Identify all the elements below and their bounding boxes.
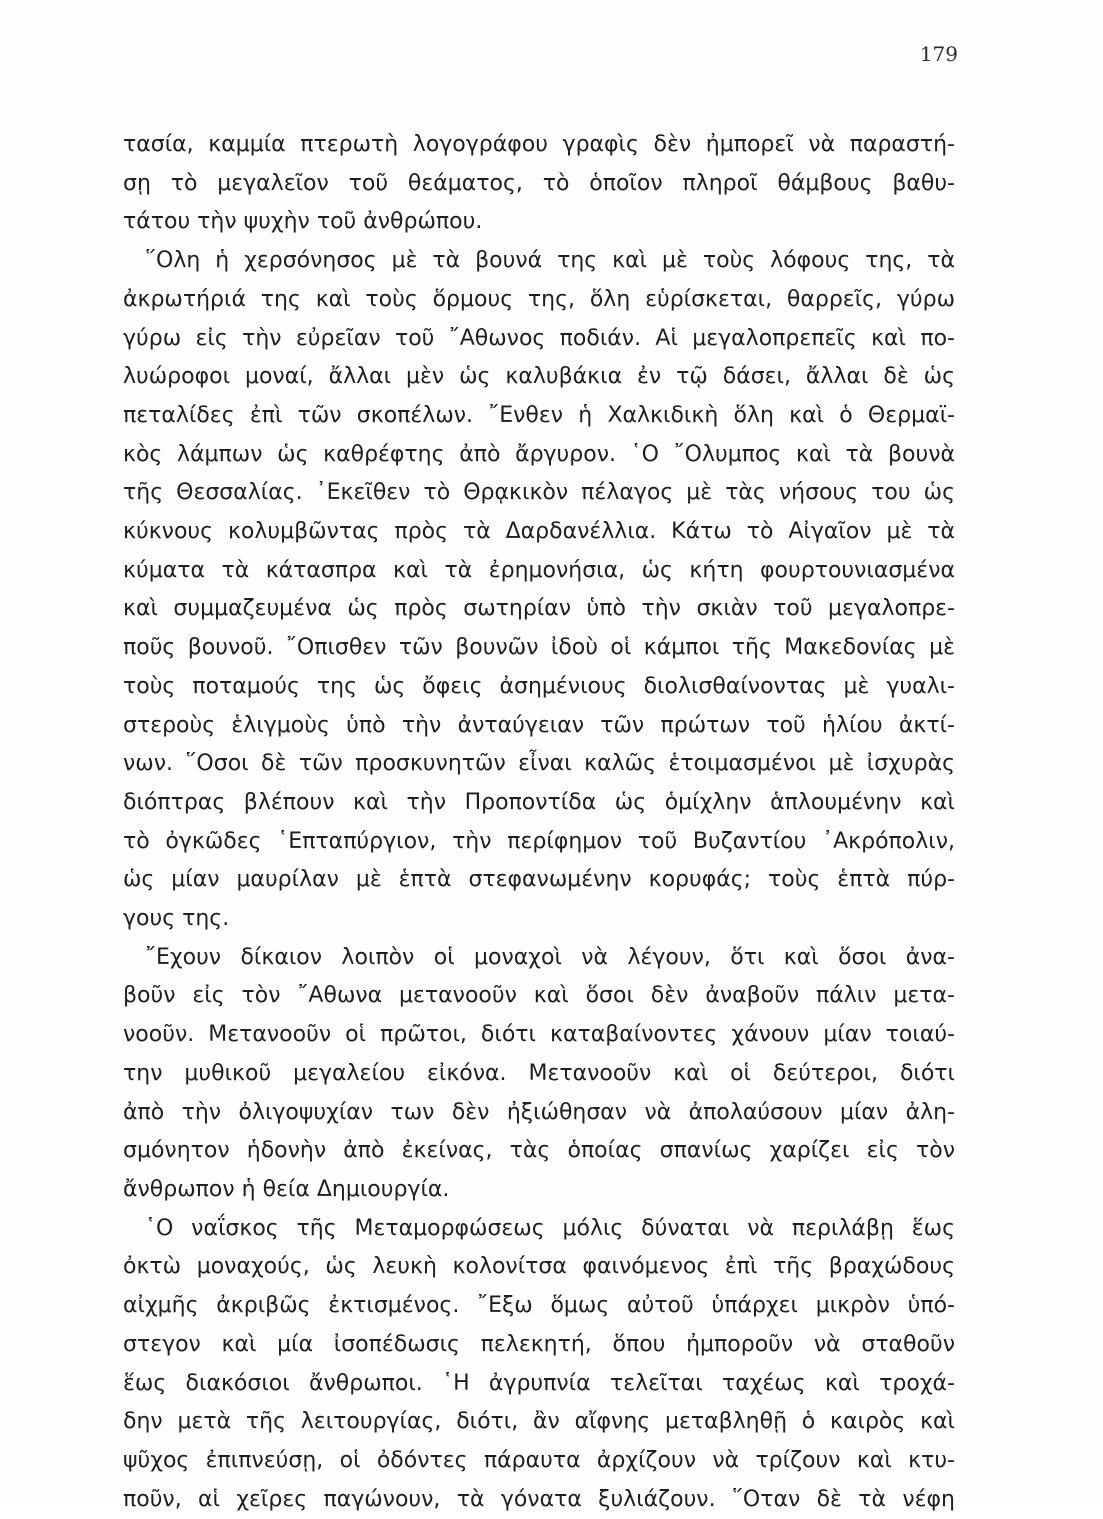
text-line: στεροὺς ἑλιγμοὺς ὑπὸ τὴν ἀνταύγειαν τῶν πρώτων τοῦ ἡλίου ἀκτί-: [123, 712, 955, 738]
text-line: τὸ ὀγκῶδες ῾Επταπύργιον, τὴν περίφημον τοῦ Βυζαντίου ᾿Ακρόπολιν,: [123, 828, 955, 854]
page-number: 179: [919, 42, 958, 66]
text-line: κύματα τὰ κάτασπρα καὶ τὰ ἐρημονήσια, ὡς κήτη φουρτουνιασμένα: [123, 557, 955, 583]
text-line: σῃ τὸ μεγαλεῖον τοῦ θεάματος, τὸ ὁποῖον πληροῖ θάμβους βαθυ-: [123, 170, 955, 196]
text-line: ὀκτὼ μοναχούς, ὡς λευκὴ κολονίτσα φαινόμενος ἐπὶ τῆς βραχώδους: [123, 1254, 955, 1280]
text-line: τάτου τὴν ψυχὴν τοῦ ἀνθρώπου.: [123, 209, 483, 235]
body-text: [123, 126, 955, 1519]
text-line: ἕως διακόσιοι ἄνθρωποι. ῾Η ἀγρυπνία τελεῖται ταχέως καὶ τροχά-: [123, 1370, 955, 1396]
text-line: ὡς μίαν μαυρίλαν μὲ ἑπτὰ στεφανωμένην κορυφάς; τοὺς ἑπτὰ πύρ-: [123, 867, 955, 893]
text-line: τοὺς ποταμούς της ὡς ὄφεις ἀσημένιους διολισθαίνοντας μὲ γυαλι-: [123, 673, 955, 699]
text-line: νων. ῞Οσοι δὲ τῶν προσκυνητῶν εἶναι καλῶς ἑτοιμασμένοι μὲ ἰσχυρὰς: [123, 751, 955, 777]
text-line: διόπτρας βλέπουν καὶ τὴν Προποντίδα ὡς ὁμίχλην ἁπλουμένην καὶ: [123, 789, 955, 815]
text-line: νοοῦν. Μετανοοῦν οἱ πρῶτοι, διότι καταβαίνοντες χάνουν μίαν τοιαύ-: [123, 1022, 955, 1048]
text-line: αἰχμῆς ἀκριβῶς ἐκτισμένος. ῎Εξω ὅμως αὐτοῦ ὑπάρχει μικρὸν ὑπό-: [123, 1293, 955, 1319]
text-line: γύρω εἰς τὴν εὐρεῖαν τοῦ ῎Αθωνος ποδιάν. Αἱ μεγαλοπρεπεῖς καὶ πο-: [123, 325, 955, 351]
text-line: δην μετὰ τῆς λειτουργίας, διότι, ἂν αἴφνης μεταβληθῇ ὁ καιρὸς καὶ: [123, 1409, 955, 1435]
text-line: ἄνθρωπον ἡ θεία Δημιουργία.: [123, 1176, 450, 1202]
text-line: καὶ συμμαζευμένα ὡς πρὸς σωτηρίαν ὑπὸ τὴν σκιὰν τοῦ μεγαλοπρε-: [123, 596, 955, 622]
text-line: την μυθικοῦ μεγαλείου εἰκόνα. Μετανοοῦν καὶ οἱ δεύτεροι, διότι: [123, 1060, 955, 1086]
text-line: ῎Εχουν δίκαιον λοιπὸν οἱ μοναχοὶ νὰ λέγουν, ὅτι καὶ ὅσοι ἀνα-: [145, 944, 955, 970]
text-line: ψῦχος ἐπιπνεύσῃ, οἱ ὀδόντες πάραυτα ἀρχίζουν νὰ τρίζουν καὶ κτυ-: [123, 1447, 955, 1473]
text-line: κύκνους κολυμβῶντας πρὸς τὰ Δαρδανέλλια. Κάτω τὸ Αἰγαῖον μὲ τὰ: [123, 519, 955, 545]
text-line: ἀπὸ τὴν ὀλιγοψυχίαν των δὲν ἠξιώθησαν νὰ ἀπολαύσουν μίαν ἀλη-: [123, 1099, 955, 1125]
text-line: βοῦν εἰς τὸν ῎Αθωνα μετανοοῦν καὶ ὅσοι δὲν ἀναβοῦν πάλιν μετα-: [123, 983, 955, 1009]
text-line: τῆς Θεσσαλίας. ᾿Εκεῖθεν τὸ Θρᾳκικὸν πέλαγος μὲ τὰς νήσους του ὡς: [123, 480, 955, 506]
text-line: γους της.: [123, 906, 230, 932]
text-line: ῾Ο ναΐσκος τῆς Μεταμορφώσεως μόλις δύναται νὰ περιλάβῃ ἕως: [145, 1215, 955, 1241]
text-line: σμόνητον ἡδονὴν ἀπὸ ἐκείνας, τὰς ὁποίας σπανίως χαρίζει εἰς τὸν: [123, 1138, 955, 1164]
text-line: ἀκρωτήριά της καὶ τοὺς ὅρμους της, ὅλη εὑρίσκεται, θαρρεῖς, γύρω: [123, 286, 955, 312]
text-line: ποῦς βουνοῦ. ῎Οπισθεν τῶν βουνῶν ἰδοὺ οἱ κάμποι τῆς Μακεδονίας μὲ: [123, 635, 955, 661]
text-line: στεγον καὶ μία ἰσοπέδωσις πελεκητή, ὅπου ἠμποροῦν νὰ σταθοῦν: [123, 1331, 955, 1357]
text-line: ποῦν, αἱ χεῖρες παγώνουν, τὰ γόνατα ξυλιάζουν. ῞Οταν δὲ τὰ νέφη: [123, 1486, 955, 1512]
text-line: ῞Ολη ἡ χερσόνησος μὲ τὰ βουνά της καὶ μὲ τοὺς λόφους της, τὰ: [145, 248, 955, 274]
text-line: κὸς λάμπων ὡς καθρέφτης ἀπὸ ἄργυρον. ῾Ο ῎Ολυμπος καὶ τὰ βουνὰ: [123, 441, 955, 467]
text-line: τασία, καμμία πτερωτὴ λογογράφου γραφὶς δὲν ἠμπορεῖ νὰ παραστή-: [123, 132, 955, 157]
text-line: πεταλίδες ἐπὶ τῶν σκοπέλων. ῎Ενθεν ἡ Χαλκιδικὴ ὅλη καὶ ὁ Θερμαϊ-: [123, 402, 955, 428]
text-line: λυώροφοι μοναί, ἄλλαι μὲν ὡς καλυβάκια ἐν τῷ δάσει, ἄλλαι δὲ ὡς: [123, 364, 955, 390]
